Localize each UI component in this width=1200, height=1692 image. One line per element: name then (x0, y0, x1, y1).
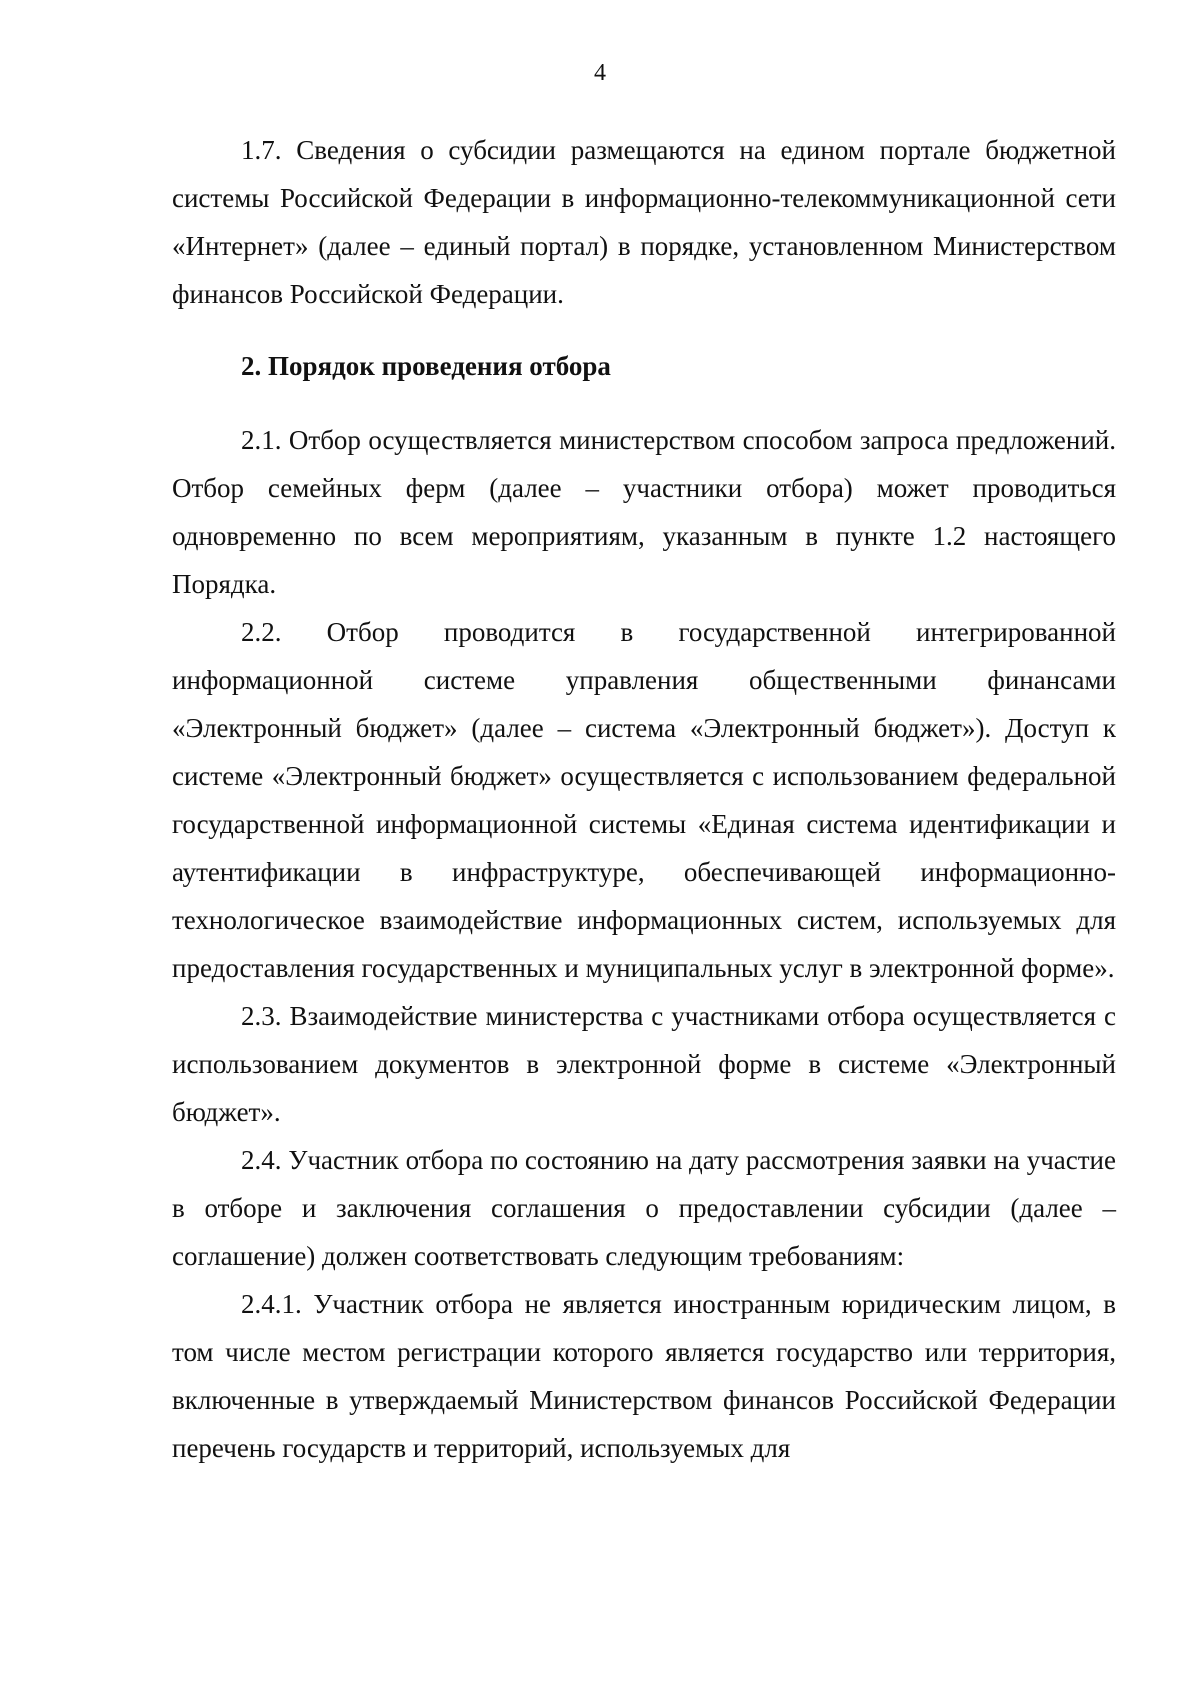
section-heading: 2. Порядок проведения отбора (241, 351, 611, 381)
document-body (172, 126, 1116, 1472)
page-number: 4 (594, 60, 606, 86)
paragraph-1-7: 1.7. Сведения о субсидии размещаются на едином портале бюджетной системы Российской Федерации в информационно-телекоммуникационной сети «Интернет» (далее – единый портал) в порядке, установленном Министерством финансов Российской Федерации. (172, 135, 1116, 309)
paragraph-2-3: 2.3. Взаимодействие министерства с участниками отбора осуществляется с использованием документов в электронной форме в системе «Электронный бюджет». (172, 1001, 1116, 1127)
paragraph-2-4-1: 2.4.1. Участник отбора не является иностранным юридическим лицом, в том числе местом регистрации которого является государство или территория, включенные в утверждаемый Министерством финансов Российской Федерации перечень государств и территорий, используемых для (172, 1289, 1116, 1463)
paragraph-2-4: 2.4. Участник отбора по состоянию на дату рассмотрения заявки на участие в отборе и заключения соглашения о предоставлении субсидии (далее – соглашение) должен соответствовать следующим требованиям: (172, 1145, 1116, 1271)
paragraph-2-1: 2.1. Отбор осуществляется министерством способом запроса предложений. Отбор семейных ферм (далее – участники отбора) может проводиться одновременно по всем мероприятиям, указанным в пункте 1.2 настоящего Порядка. (172, 425, 1116, 599)
paragraph-2-2: 2.2. Отбор проводится в государственной интегрированной информационной системе управления общественными финансами «Электронный бюджет» (далее – система «Электронный бюджет»). Доступ к системе «Электронный бюджет» осуществляется с использованием федеральной государственной информационной системы «Единая система идентификации и аутентификации в инфраструктуре, обеспечивающей информационно-технологическое взаимодействие информационных систем, используемых для предоставления государственных и муниципальных услуг в электронной форме». (172, 617, 1116, 983)
